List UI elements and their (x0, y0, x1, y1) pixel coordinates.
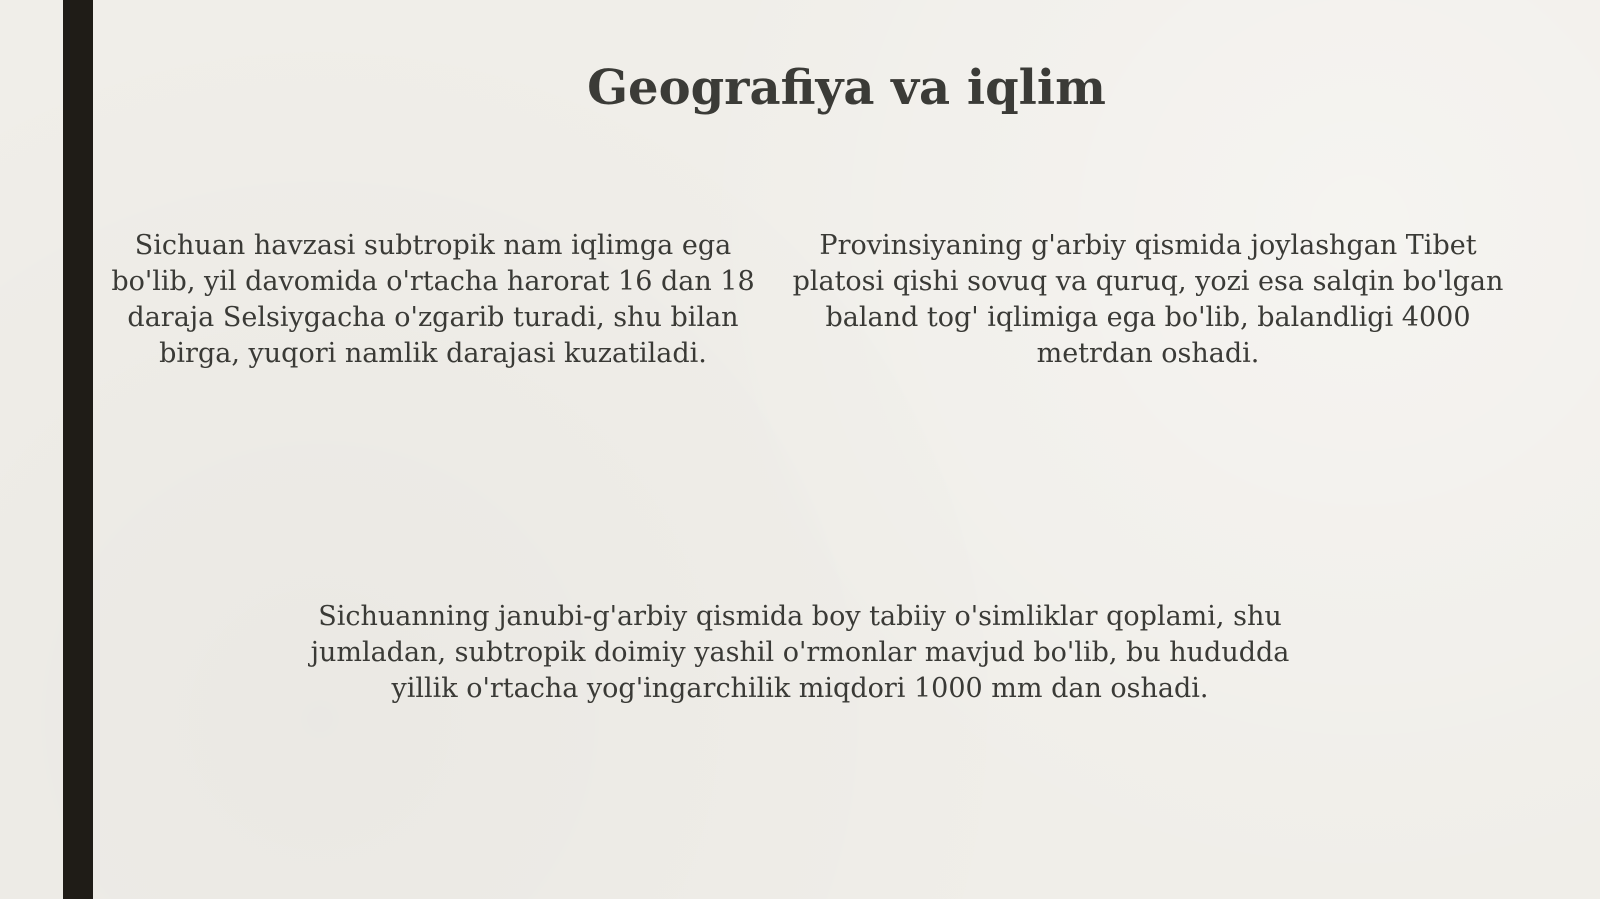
left-paragraph: Sichuan havzasi subtropik nam iqlimga ega bo'lib, yil davomida o'rtacha harorat 16 dan 18 daraja Selsiygacha o'zgarib turadi, shu bilan birga, yuqori namlik darajasi kuzatiladi. (111, 230, 755, 369)
bottom-paragraph: Sichuanning janubi-g'arbiy qismida boy tabiiy o'simliklar qoplami, shu jumladan, subtropik doimiy yashil o'rmonlar mavjud bo'lib, bu hududda yillik o'rtacha yog'ingarchilik miqdori 1000 mm dan oshadi. (310, 601, 1290, 704)
accent-bar (63, 0, 93, 899)
right-paragraph: Provinsiyaning g'arbiy qismida joylashgan Tibet platosi qishi sovuq va quruq, yozi esa salqin bo'lgan baland tog' iqlimiga ega bo'lib, balandligi 4000 metrdan oshadi. (792, 230, 1504, 369)
slide-title: Geografiya va iqlim (587, 60, 1106, 116)
